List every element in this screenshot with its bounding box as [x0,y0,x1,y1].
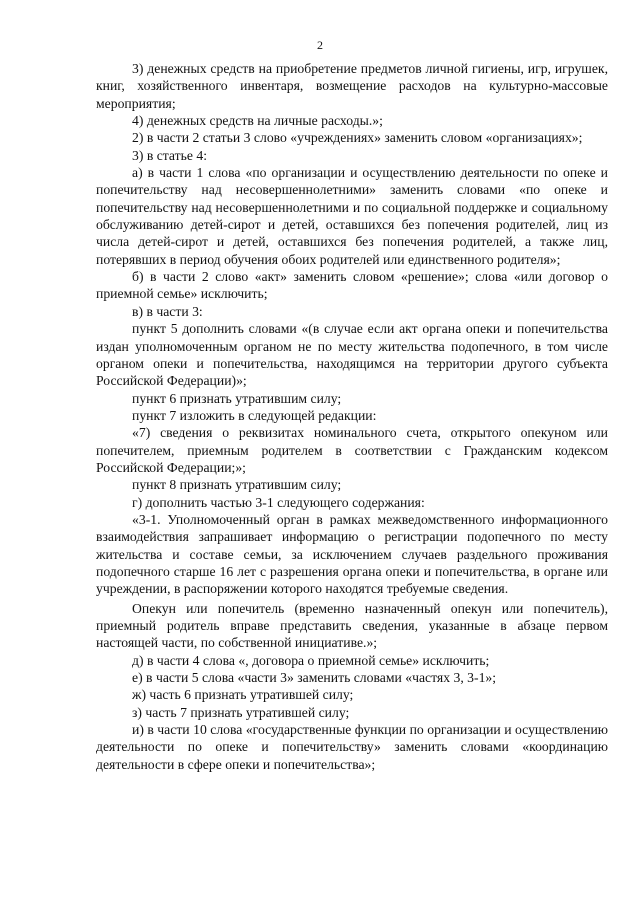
paragraph: а) в части 1 слова «по организации и осуществлению деятельности по опеке и попечительству над несовершеннолетними» заменить словами «по опеке и попечительству над несовершеннолетними и по социальной поддержке и социальному обслуживанию детей-сирот и детей, оставшихся без попечения родителей, лиц из числа детей-сирот и детей, оставшихся без попечения родителей, а также лиц, потерявших в период обучения обоих родителей или единственного родителя»; [96,165,608,267]
paragraph: 2) в части 2 статьи 3 слово «учреждениях» заменить словом «организациях»; [132,130,583,146]
paragraph: з) часть 7 признать утратившей силу; [132,704,350,720]
paragraph: г) дополнить частью 3-1 следующего содержания: [132,494,425,510]
paragraph: в) в части 3: [132,303,203,319]
paragraph: пункт 8 признать утратившим силу; [132,477,342,493]
paragraph: «7) сведения о реквизитах номинального счета, открытого опекуном или попечителем, приемным родителем в соответствии с Гражданским кодексом Российской Федерации;»; [96,425,608,475]
document-body [96,60,608,773]
paragraph: д) в части 4 слова «, договора о приемной семье» исключить; [132,652,490,668]
paragraph: «3-1. Уполномоченный орган в рамках межведомственного информационного взаимодействия запрашивает информацию о регистрации подопечного по месту жительства и составе семьи, за исключением случаев раздельного проживания подопечного старше 16 лет с разрешения органа опеки и попечительства, в органе или учреждении, в распоряжении которого находятся требуемые сведения. [96,511,608,597]
paragraph: и) в части 10 слова «государственные функции по организации и осуществлению деятельности по опеке и попечительству» заменить словами «координацию деятельности в сфере опеки и попечительства»; [96,722,608,772]
paragraph: пункт 5 дополнить словами «(в случае если акт органа опеки и попечительства издан уполномоченным органом не по месту жительства подопечного, в том числе органом опеки и попечительства, находящимся на территории другого субъекта Российской Федерации)»; [96,321,608,389]
paragraph: ж) часть 6 признать утратившей силу; [132,687,354,703]
paragraph: 3) в статье 4: [132,147,208,163]
paragraph: 4) денежных средств на личные расходы.»; [132,113,383,129]
paragraph: 3) денежных средств на приобретение предметов личной гигиены, игр, игрушек, книг, хозяйственного инвентаря, возмещение расходов на культурно-массовые мероприятия; [96,61,608,111]
paragraph: пункт 6 признать утратившим силу; [132,390,342,406]
paragraph: е) в части 5 слова «части 3» заменить словами «частях 3, 3-1»; [132,670,497,686]
paragraph: пункт 7 изложить в следующей редакции: [132,407,377,423]
page-number: 2 [317,38,323,52]
paragraph: Опекун или попечитель (временно назначенный опекун или попечитель), приемный родитель вправе представить сведения, указанные в абзаце первом настоящей части, по собственной инициативе.»; [96,600,608,651]
paragraph: б) в части 2 слово «акт» заменить словом «решение»; слова «или договор о приемной семье» исключить; [96,269,608,302]
